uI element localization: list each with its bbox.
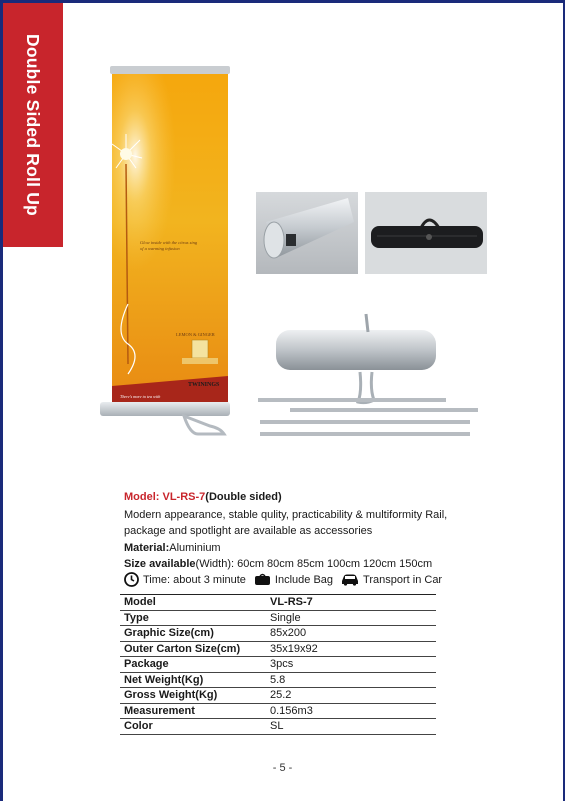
model-suffix: (Double sided) xyxy=(205,491,282,503)
spec-value: VL-RS-7 xyxy=(266,595,436,611)
base-closeup-photo xyxy=(256,192,358,274)
parts-photo xyxy=(256,312,486,442)
spec-value: 25.2 xyxy=(266,688,436,704)
car-icon xyxy=(341,573,359,586)
spec-value: 5.8 xyxy=(266,672,436,688)
rollup-banner-photo xyxy=(96,64,236,444)
spec-value: SL xyxy=(266,719,436,735)
table-row xyxy=(120,657,436,673)
feature-time-label: Time: about 3 minute xyxy=(143,573,246,586)
model-heading xyxy=(124,491,282,503)
banner-tagline-2: of a warming infusion xyxy=(140,246,180,251)
spec-key: Model xyxy=(120,595,266,611)
material-line xyxy=(124,540,484,556)
feature-bag-label: Include Bag xyxy=(274,573,334,586)
table-row xyxy=(120,719,436,735)
spec-table xyxy=(120,594,436,735)
size-label: Size available xyxy=(124,558,196,570)
banner-tagline-1: Glow inside with the citrus sing xyxy=(140,240,198,245)
table-row xyxy=(120,688,436,704)
page-number: - 5 - xyxy=(272,762,293,774)
spec-value: 35x19x92 xyxy=(266,641,436,657)
banner-product: LEMON & GINGER xyxy=(176,332,215,337)
banner-footer: There's more to tea with xyxy=(120,394,161,399)
clock-icon xyxy=(124,572,139,587)
size-value: (Width): 60cm 80cm 85cm 100cm 120cm 150cm xyxy=(195,558,433,570)
features-row xyxy=(124,572,450,587)
side-tab-title: Double Sided Roll Up xyxy=(23,34,43,216)
spec-value: Single xyxy=(266,610,436,626)
model-label: Model: VL-RS-7 xyxy=(124,491,206,503)
spec-value: 3pcs xyxy=(266,657,436,673)
carry-bag-photo xyxy=(365,192,487,274)
table-row xyxy=(120,641,436,657)
material-label: Material: xyxy=(124,542,170,554)
spec-key: Type xyxy=(120,610,266,626)
spec-key: Package xyxy=(120,657,266,673)
feature-car-label: Transport in Car xyxy=(363,573,443,586)
bag-icon xyxy=(254,573,271,586)
size-line xyxy=(124,556,454,572)
table-row xyxy=(120,610,436,626)
spec-key: Graphic Size(cm) xyxy=(120,626,266,642)
product-description: Modern appearance, stable qulity, practicability & multiformity Rail, package and spotlight are available as accessories xyxy=(124,509,448,537)
table-row xyxy=(120,626,436,642)
spec-value: 0.156m3 xyxy=(266,703,436,719)
page-frame-top xyxy=(0,0,565,3)
table-row xyxy=(120,703,436,719)
spec-key: Measurement xyxy=(120,703,266,719)
spec-key: Color xyxy=(120,719,266,735)
spec-key: Gross Weight(Kg) xyxy=(120,688,266,704)
spec-key: Net Weight(Kg) xyxy=(120,672,266,688)
material-value: Aluminium xyxy=(169,542,221,554)
spec-key: Outer Carton Size(cm) xyxy=(120,641,266,657)
spec-value: 85x200 xyxy=(266,626,436,642)
table-row xyxy=(120,595,436,611)
banner-brand: TWININGS xyxy=(188,382,220,388)
side-tab xyxy=(3,3,63,247)
table-row xyxy=(120,672,436,688)
